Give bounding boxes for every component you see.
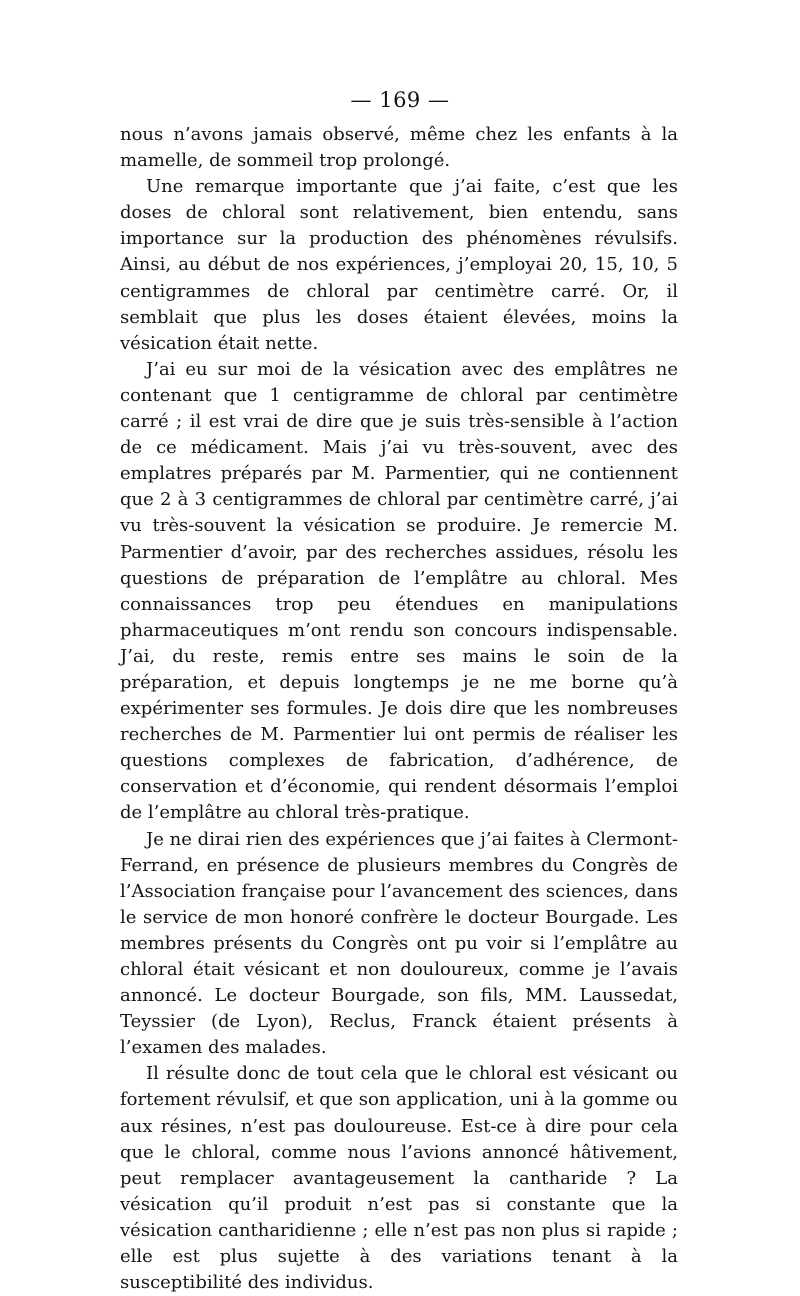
paragraph-3: J’ai eu sur moi de la vésication avec des emplâtres ne contenant que 1 centigramme de chloral par centimètre carré ; il est vrai de dire que je suis très-sensible à l’action de ce médicament. Mais j’ai vu très-souvent, avec des emplatres préparés par M. Parmentier, qui ne contiennent que 2 à 3 centigrammes de chloral par centimètre carré, j’ai vu très-souvent la vésication se produire. Je remercie M. Parmentier d’avoir, par des recherches assidues, résolu les questions de préparation de l’emplâtre au chloral. Mes connaissances trop peu étendues en manipulations pharmaceutiques m’ont rendu son concours indispensable. J’ai, du reste, remis entre ses mains le soin de la préparation, et depuis longtemps je ne me borne qu’à expérimenter ses formules. Je dois dire que les nombreuses recherches de M. Parmentier lui ont permis de réaliser les questions complexes de fabrication, d’adhérence, de conservation et d’économie, qui rendent désormais l’emploi de l’emplâtre au chloral très-pratique.	[120, 358, 678, 824]
paragraph-5: Il résulte donc de tout cela que le chloral est vésicant ou fortement révulsif, et que son application, uni à la gomme ou aux résines, n’est pas douloureuse. Est-ce à dire pour cela que le chloral, comme nous l’avions annoncé hâtivement, peut remplacer avantageusement la cantharide ? La vésication qu’il produit n’est pas si constante que la vésication cantharidienne ; elle n’est pas non plus si rapide ; elle est plus sujette à des variations tenant à la susceptibilité des individus.	[120, 1063, 678, 1294]
body-text	[120, 122, 678, 1296]
paragraph-1: nous n’avons jamais observé, même chez les enfants à la mamelle, de sommeil trop prolongé.	[120, 124, 678, 172]
page-number: — 169 —	[350, 88, 450, 112]
paragraph-2: Une remarque importante que j’ai faite, c’est que les doses de chloral sont relativement, bien entendu, sans importance sur la production des phénomènes révulsifs. Ainsi, au début de nos expériences, j’employai 20, 15, 10, 5 centigrammes de chloral par centimètre carré. Or, il semblait que plus les doses étaient élevées, moins la vésication était nette.	[120, 176, 678, 354]
paragraph-4: Je ne dirai rien des expériences que j’ai faites à Clermont-Ferrand, en présence de plusieurs membres du Congrès de l’Association française pour l’avancement des sciences, dans le service de mon honoré confrère le docteur Bourgade. Les membres présents du Congrès ont pu voir si l’emplâtre au chloral était vésicant et non douloureux, comme je l’avais annoncé. Le docteur Bourgade, son fils, MM. Laussedat, Teyssier (de Lyon), Reclus, Franck étaient présents à l’examen des malades.	[120, 828, 678, 1059]
